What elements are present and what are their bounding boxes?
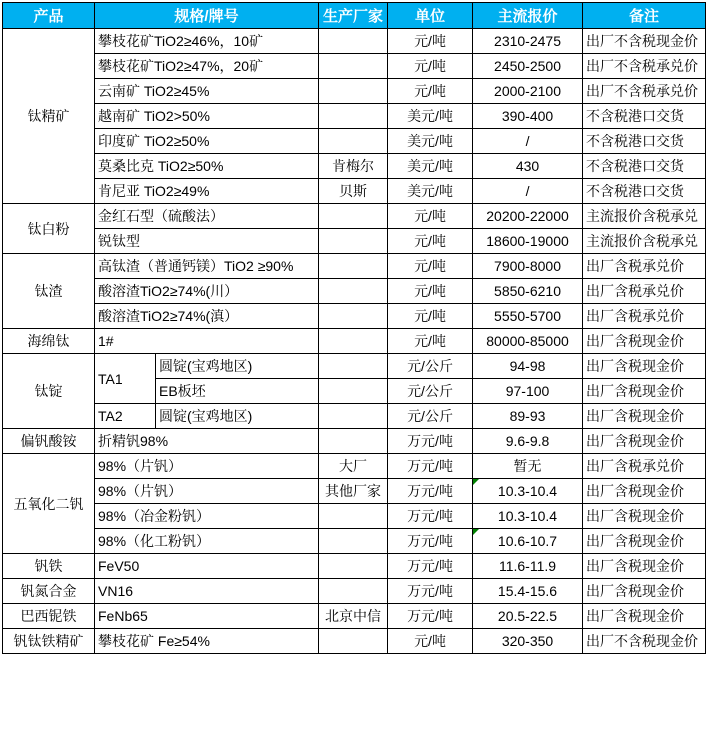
table-row (3, 329, 706, 354)
manufacturer-cell[interactable] (319, 204, 388, 229)
unit-cell[interactable]: 元/吨 (388, 54, 473, 79)
product-cell[interactable]: 钒铁 (3, 554, 95, 579)
spec-cell[interactable]: 印度矿 TiO2≥50% (95, 129, 319, 154)
table-row (3, 29, 706, 54)
note-cell[interactable]: 出厂含税承兑价 (583, 454, 706, 479)
table-row (3, 454, 706, 479)
product-cell[interactable]: 钛锭 (3, 354, 95, 429)
unit-cell[interactable]: 元/吨 (388, 254, 473, 279)
price-value: 10.3-10.4 (497, 483, 558, 499)
manufacturer-cell[interactable] (319, 304, 388, 329)
note-cell[interactable]: 出厂含税承兑价 (583, 254, 706, 279)
price-cell[interactable]: 7900-8000 (473, 254, 583, 279)
manufacturer-cell[interactable] (319, 254, 388, 279)
table-row (3, 479, 706, 504)
price-cell[interactable]: 18600-19000 (473, 229, 583, 254)
note-cell[interactable]: 出厂不含税现金价 (583, 629, 706, 654)
spec-cell[interactable]: VN16 (95, 579, 319, 604)
spec-cell[interactable]: 酸溶渣TiO2≥74%(滇） (95, 304, 319, 329)
manufacturer-cell[interactable] (319, 79, 388, 104)
unit-cell[interactable]: 元/吨 (388, 329, 473, 354)
note-cell[interactable]: 出厂含税现金价 (583, 429, 706, 454)
price-cell[interactable]: 94-98 (473, 354, 583, 379)
price-cell[interactable]: 10.3-10.4 (473, 504, 583, 529)
manufacturer-cell[interactable]: 其他厂家 (319, 479, 388, 504)
table-row (3, 54, 706, 79)
header-unit[interactable]: 单位 (388, 3, 473, 29)
table-row (3, 179, 706, 204)
price-cell[interactable]: 320-350 (473, 629, 583, 654)
unit-cell[interactable]: 万元/吨 (388, 529, 473, 554)
manufacturer-cell[interactable] (319, 629, 388, 654)
price-cell[interactable]: 暂无 (473, 454, 583, 479)
manufacturer-cell[interactable] (319, 504, 388, 529)
note-cell[interactable]: 出厂含税现金价 (583, 379, 706, 404)
grade-cell[interactable]: TA2 (95, 404, 156, 429)
manufacturer-cell[interactable]: 贝斯 (319, 179, 388, 204)
spec-cell[interactable]: 莫桑比克 TiO2≥50% (95, 154, 319, 179)
manufacturer-cell[interactable] (319, 54, 388, 79)
unit-cell[interactable]: 元/吨 (388, 279, 473, 304)
product-cell[interactable]: 钒氮合金 (3, 579, 95, 604)
product-cell[interactable]: 海绵钛 (3, 329, 95, 354)
table-row (3, 254, 706, 279)
table-row (3, 579, 706, 604)
unit-cell[interactable]: 万元/吨 (388, 579, 473, 604)
spec-cell[interactable]: 98%（冶金粉钒） (95, 504, 319, 529)
table-row (3, 554, 706, 579)
price-cell[interactable]: 15.4-15.6 (473, 579, 583, 604)
table-row (3, 604, 706, 629)
unit-cell[interactable]: 元/吨 (388, 204, 473, 229)
spec-cell[interactable]: 锐钛型 (95, 229, 319, 254)
table-row (3, 404, 706, 429)
unit-cell[interactable]: 元/吨 (388, 229, 473, 254)
table-row (3, 154, 706, 179)
manufacturer-cell[interactable] (319, 404, 388, 429)
manufacturer-cell[interactable] (319, 229, 388, 254)
table-row (3, 629, 706, 654)
table-row (3, 529, 706, 554)
table-row (3, 304, 706, 329)
note-cell[interactable]: 出厂含税现金价 (583, 579, 706, 604)
unit-cell[interactable]: 万元/吨 (388, 429, 473, 454)
unit-cell[interactable]: 美元/吨 (388, 179, 473, 204)
product-cell[interactable]: 钒钛铁精矿 (3, 629, 95, 654)
header-note[interactable]: 备注 (583, 3, 706, 29)
price-cell[interactable]: 80000-85000 (473, 329, 583, 354)
manufacturer-cell[interactable] (319, 329, 388, 354)
header-row (3, 3, 706, 29)
price-cell[interactable]: 20.5-22.5 (473, 604, 583, 629)
price-value: 10.6-10.7 (497, 533, 558, 549)
note-cell[interactable]: 不含税港口交货 (583, 179, 706, 204)
price-cell[interactable]: / (473, 179, 583, 204)
manufacturer-cell[interactable]: 北京中信 (319, 604, 388, 629)
manufacturer-cell[interactable] (319, 104, 388, 129)
price-cell[interactable]: 390-400 (473, 104, 583, 129)
unit-cell[interactable]: 万元/吨 (388, 479, 473, 504)
table-row (3, 229, 706, 254)
manufacturer-cell[interactable] (319, 379, 388, 404)
spec-cell[interactable]: 98%（片钒） (95, 479, 319, 504)
price-cell[interactable]: 5850-6210 (473, 279, 583, 304)
spec-cell[interactable]: 越南矿 TiO2>50% (95, 104, 319, 129)
spec-cell[interactable]: FeNb65 (95, 604, 319, 629)
manufacturer-cell[interactable] (319, 354, 388, 379)
table-row (3, 429, 706, 454)
manufacturer-cell[interactable]: 肯梅尔 (319, 154, 388, 179)
note-cell[interactable]: 不含税港口交货 (583, 104, 706, 129)
spec-cell[interactable]: EB板坯 (156, 379, 319, 404)
unit-cell[interactable]: 元/吨 (388, 629, 473, 654)
note-cell[interactable]: 出厂含税现金价 (583, 329, 706, 354)
price-cell[interactable]: 89-93 (473, 404, 583, 429)
table-row (3, 204, 706, 229)
spec-cell[interactable]: 圆锭(宝鸡地区) (156, 404, 319, 429)
unit-cell[interactable]: 万元/吨 (388, 604, 473, 629)
header-manufacturer[interactable]: 生产厂家 (319, 3, 388, 29)
manufacturer-cell[interactable] (319, 429, 388, 454)
table-row (3, 279, 706, 304)
table-row (3, 504, 706, 529)
unit-cell[interactable]: 美元/吨 (388, 129, 473, 154)
spec-cell[interactable]: 1# (95, 329, 319, 354)
product-cell[interactable]: 五氧化二钒 (3, 454, 95, 554)
spec-cell[interactable]: 云南矿 TiO2≥45% (95, 79, 319, 104)
table-row (3, 354, 706, 379)
unit-cell[interactable]: 元/吨 (388, 304, 473, 329)
note-cell[interactable]: 不含税港口交货 (583, 129, 706, 154)
unit-cell[interactable]: 元/公斤 (388, 379, 473, 404)
note-cell[interactable]: 出厂含税承兑价 (583, 304, 706, 329)
price-cell[interactable]: 2310-2475 (473, 29, 583, 54)
price-cell[interactable]: 20200-22000 (473, 204, 583, 229)
table-row (3, 129, 706, 154)
cell-error-corner-marker-icon (473, 479, 479, 485)
note-cell[interactable]: 出厂不含税承兑价 (583, 54, 706, 79)
table-row (3, 79, 706, 104)
unit-cell[interactable]: 万元/吨 (388, 454, 473, 479)
product-cell[interactable]: 钛渣 (3, 254, 95, 329)
spec-cell[interactable]: 攀枝花矿 Fe≥54% (95, 629, 319, 654)
note-cell[interactable]: 出厂含税现金价 (583, 404, 706, 429)
unit-cell[interactable]: 美元/吨 (388, 104, 473, 129)
note-cell[interactable]: 出厂含税现金价 (583, 604, 706, 629)
header-price[interactable]: 主流报价 (473, 3, 583, 29)
manufacturer-cell[interactable] (319, 529, 388, 554)
unit-cell[interactable]: 元/公斤 (388, 404, 473, 429)
spec-cell[interactable]: 酸溶渣TiO2≥74%(川） (95, 279, 319, 304)
spec-cell[interactable]: 金红石型（硫酸法） (95, 204, 319, 229)
price-cell[interactable]: 9.6-9.8 (473, 429, 583, 454)
note-cell[interactable]: 出厂含税现金价 (583, 354, 706, 379)
manufacturer-cell[interactable] (319, 554, 388, 579)
price-cell[interactable]: 2450-2500 (473, 54, 583, 79)
manufacturer-cell[interactable]: 大厂 (319, 454, 388, 479)
cell-error-corner-marker-icon (473, 529, 479, 535)
manufacturer-cell[interactable] (319, 579, 388, 604)
grade-cell[interactable]: TA1 (95, 354, 156, 404)
spec-cell[interactable]: 攀枝花矿TiO2≥46%，10矿 (95, 29, 319, 54)
unit-cell[interactable]: 元/吨 (388, 79, 473, 104)
spec-cell[interactable]: 98%（化工粉钒） (95, 529, 319, 554)
price-cell[interactable] (473, 529, 583, 554)
product-cell[interactable]: 钛白粉 (3, 204, 95, 254)
price-cell[interactable]: 97-100 (473, 379, 583, 404)
header-spec[interactable]: 规格/牌号 (95, 3, 319, 29)
product-cell[interactable]: 偏钒酸铵 (3, 429, 95, 454)
note-cell[interactable]: 出厂含税现金价 (583, 529, 706, 554)
note-cell[interactable]: 出厂含税承兑价 (583, 279, 706, 304)
unit-cell[interactable]: 万元/吨 (388, 504, 473, 529)
price-cell[interactable]: 5550-5700 (473, 304, 583, 329)
manufacturer-cell[interactable] (319, 129, 388, 154)
unit-cell[interactable]: 元/吨 (388, 29, 473, 54)
note-cell[interactable]: 主流报价含税承兑 (583, 229, 706, 254)
product-cell[interactable]: 巴西铌铁 (3, 604, 95, 629)
price-cell[interactable] (473, 479, 583, 504)
manufacturer-cell[interactable] (319, 29, 388, 54)
price-table (2, 2, 706, 654)
spec-cell[interactable]: FeV50 (95, 554, 319, 579)
note-cell[interactable]: 出厂不含税现金价 (583, 29, 706, 54)
spec-cell[interactable]: 高钛渣（普通钙镁）TiO2 ≥90% (95, 254, 319, 279)
unit-cell[interactable]: 万元/吨 (388, 554, 473, 579)
price-cell[interactable]: 2000-2100 (473, 79, 583, 104)
table-row (3, 104, 706, 129)
product-cell[interactable]: 钛精矿 (3, 29, 95, 204)
note-cell[interactable]: 出厂含税现金价 (583, 479, 706, 504)
price-cell[interactable]: 430 (473, 154, 583, 179)
spec-cell[interactable]: 肯尼亚 TiO2≥49% (95, 179, 319, 204)
spec-cell[interactable]: 折精钒98% (95, 429, 319, 454)
manufacturer-cell[interactable] (319, 279, 388, 304)
price-cell[interactable]: / (473, 129, 583, 154)
note-cell[interactable]: 出厂含税现金价 (583, 554, 706, 579)
note-cell[interactable]: 主流报价含税承兑 (583, 204, 706, 229)
price-cell[interactable]: 11.6-11.9 (473, 554, 583, 579)
note-cell[interactable]: 出厂含税现金价 (583, 504, 706, 529)
unit-cell[interactable]: 元/公斤 (388, 354, 473, 379)
note-cell[interactable]: 出厂不含税承兑价 (583, 79, 706, 104)
spec-cell[interactable]: 98%（片钒） (95, 454, 319, 479)
unit-cell[interactable]: 美元/吨 (388, 154, 473, 179)
note-cell[interactable]: 不含税港口交货 (583, 154, 706, 179)
header-product[interactable]: 产品 (3, 3, 95, 29)
spec-cell[interactable]: 攀枝花矿TiO2≥47%，20矿 (95, 54, 319, 79)
spec-cell[interactable]: 圆锭(宝鸡地区) (156, 354, 319, 379)
